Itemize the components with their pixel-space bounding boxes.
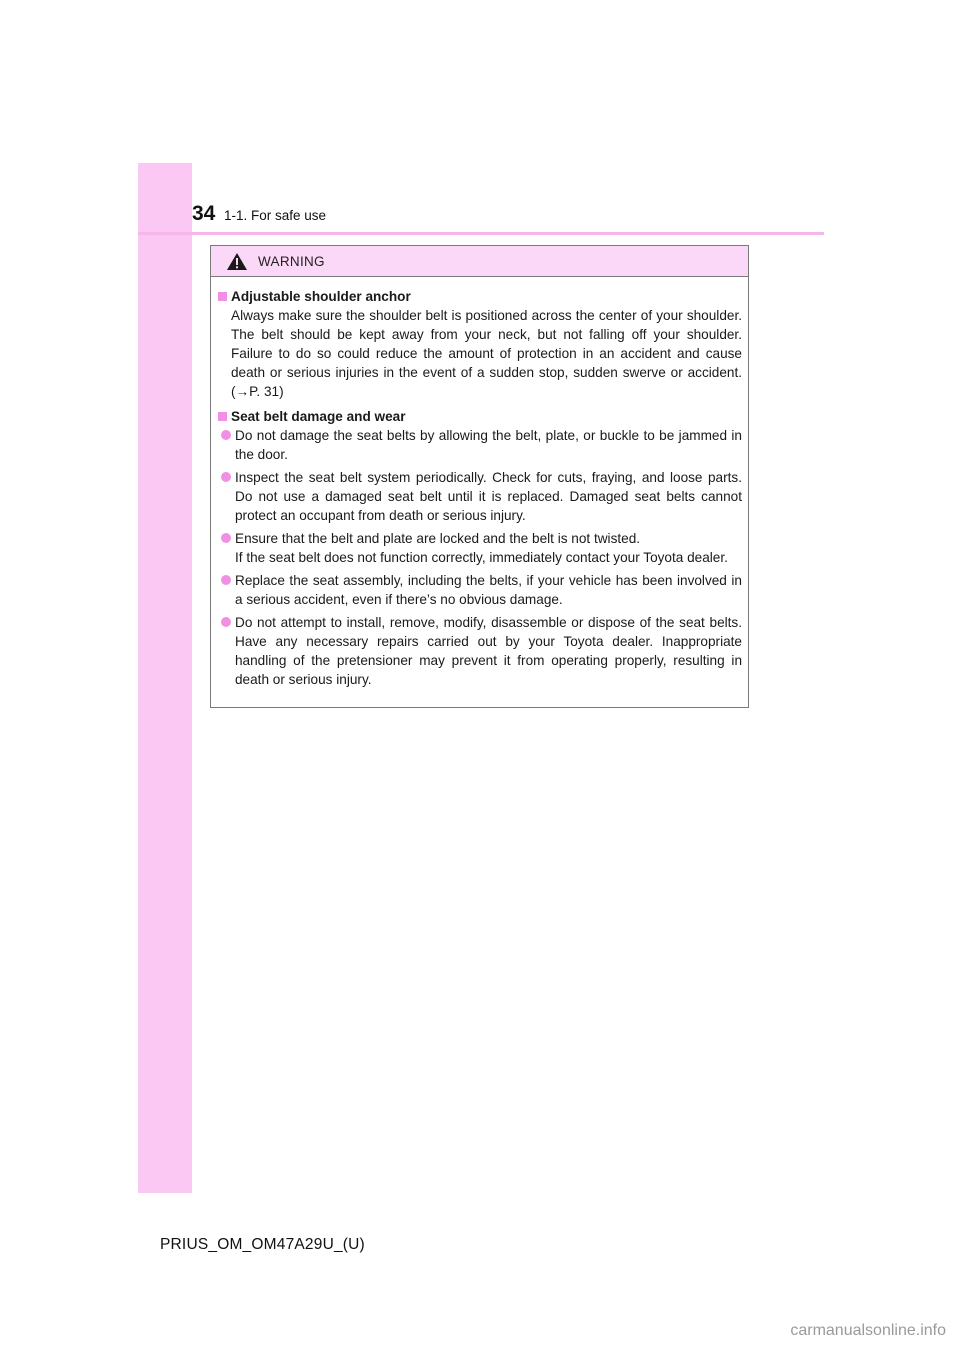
page-number: 34 bbox=[192, 202, 216, 225]
watermark: carmanualsonline.info bbox=[790, 1322, 946, 1339]
list-item bbox=[221, 571, 742, 609]
document-code: PRIUS_OM_OM47A29U_(U) bbox=[160, 1236, 365, 1253]
warning-label: WARNING bbox=[258, 253, 325, 269]
list-item-text: Do not damage the seat belts by allowing the belt, plate, or buckle to be jammed in the door. bbox=[235, 428, 742, 462]
side-color-band bbox=[138, 163, 192, 1193]
topic-paragraph: Always make sure the shoulder belt is positioned across the center of your shoulder. The belt should be kept away from your neck, but not falling off your shoulder. Failure to do so could reduce the amount of protection in an accident and cause death or serious injuries in the event of a sudden stop, sudden swerve or accident. (→P. 31) bbox=[231, 308, 742, 399]
list-item bbox=[221, 529, 742, 567]
list-item-text bbox=[235, 529, 742, 567]
square-bullet-icon bbox=[218, 412, 227, 421]
list-item-text: Replace the seat assembly, including the belts, if your vehicle has been involved in a serious accident, even if there’s no obvious damage. bbox=[235, 573, 742, 607]
section-title: 1-1. For safe use bbox=[224, 208, 327, 223]
list-item-text: Do not attempt to install, remove, modify, disassemble or dispose of the seat belts. Have any necessary repairs carried out by your Toyota dealer. Inappropriate handling of the pretensioner may prevent it from operating properly, resulting in death or serious injury. bbox=[235, 615, 742, 687]
warning-box bbox=[210, 245, 749, 708]
topic-heading bbox=[218, 407, 742, 426]
list-item-line: Ensure that the belt and plate are locked and the belt is not twisted. bbox=[235, 531, 641, 546]
list-item bbox=[221, 613, 742, 689]
warning-triangle-icon bbox=[226, 252, 248, 271]
square-bullet-icon bbox=[218, 292, 227, 301]
list-item-text: Inspect the seat belt system periodically. Check for cuts, fraying, and loose parts. Do not use a damaged seat belt until it is replaced. Damaged seat belts cannot protect an occupant from death or serious injury. bbox=[235, 470, 742, 523]
list-item-line: If the seat belt does not function correctly, immediately contact your Toyota dealer. bbox=[235, 550, 728, 565]
topic-title: Adjustable shoulder anchor bbox=[231, 289, 411, 304]
topic-heading bbox=[218, 287, 742, 306]
page-header bbox=[192, 200, 824, 236]
warning-header bbox=[211, 246, 748, 277]
list-item bbox=[221, 468, 742, 525]
topic-title: Seat belt damage and wear bbox=[231, 409, 406, 424]
list-item bbox=[221, 426, 742, 464]
circle-bullet-icon bbox=[221, 533, 231, 543]
circle-bullet-icon bbox=[221, 575, 231, 585]
circle-bullet-icon bbox=[221, 430, 231, 440]
circle-bullet-icon bbox=[221, 472, 231, 482]
circle-bullet-icon bbox=[221, 617, 231, 627]
header-divider bbox=[138, 232, 824, 235]
warning-body bbox=[211, 277, 748, 689]
